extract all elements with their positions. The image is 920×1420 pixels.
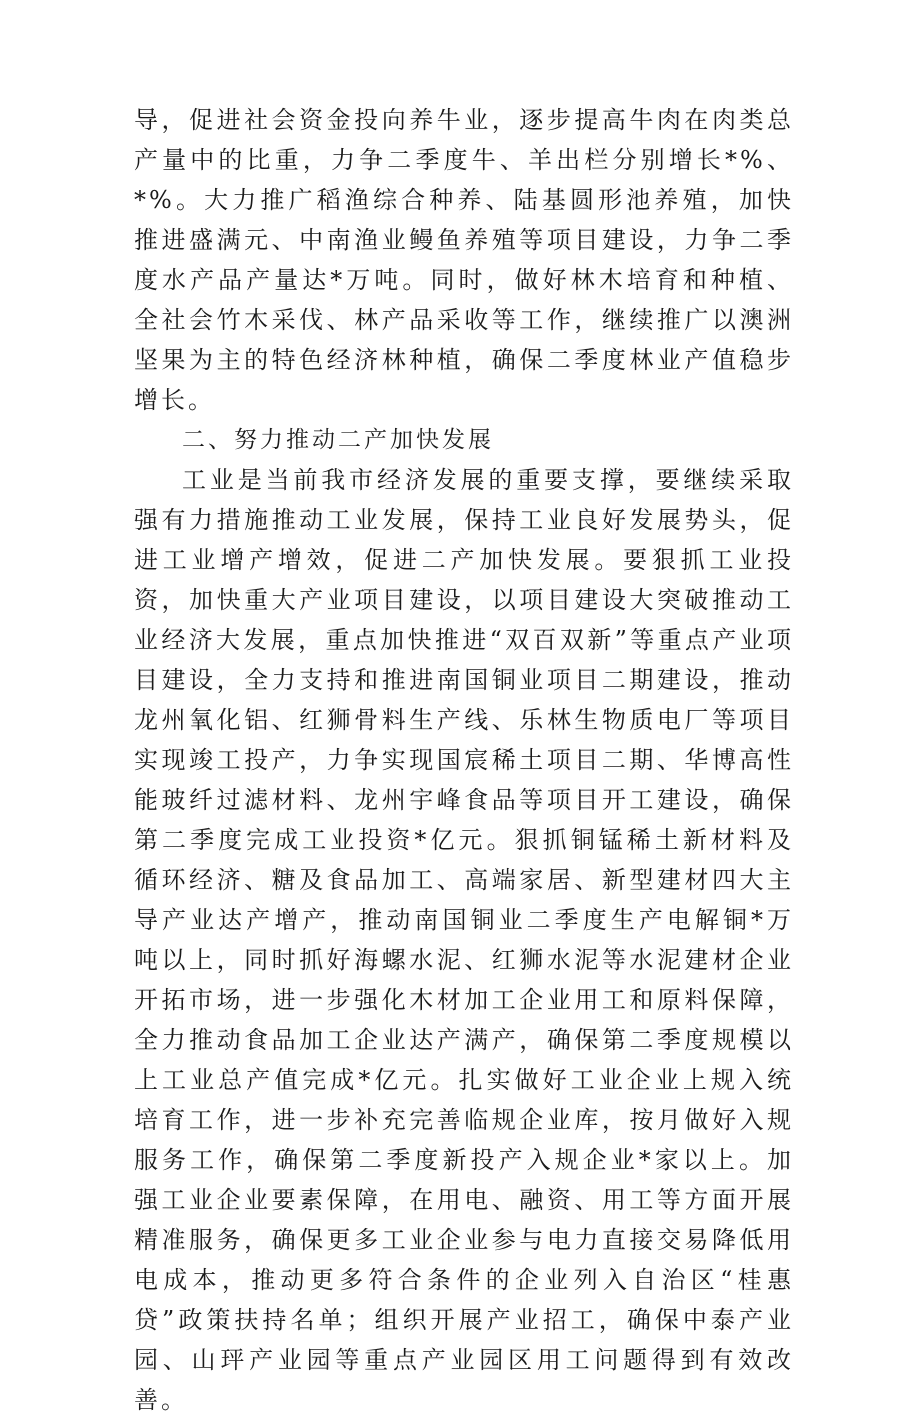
paragraph-industry-development: 工业是当前我市经济发展的重要支撑，要继续采取强有力措施推动工业发展，保持工业良好发展势头，促进工业增产增效，促进二产加快发展。要狠抓工业投资，加快重大产业项目建设，以项目建设大突破推动工业经济大发展，重点加快推进“双百双新”等重点产业项目建设，全力支持和推进南国铜业项目二期建设，推动龙州氧化铝、红狮骨料生产线、乐林生物质电厂等项目实现竣工投产，力争实现国宸稀土项目二期、华博高性能玻纤过滤材料、龙州宇峰食品等项目开工建设，确保第二季度完成工业投资*亿元。狠抓铜锰稀土新材料及循环经济、糖及食品加工、高端家居、新型建材四大主导产业达产增产，推动南国铜业二季度生产电解铜*万吨以上，同时抓好海螺水泥、红狮水泥等水泥建材企业开拓市场，进一步强化木材加工企业用工和原料保障，全力推动食品加工企业达产满产，确保第二季度规模以上工业总产值完成*亿元。扎实做好工业企业上规入统培育工作，进一步补充完善临规企业库，按月做好入规服务工作，确保第二季度新投产入规企业*家以上。加强工业企业要素保障，在用电、融资、用工等方面开展精准服务，确保更多工业企业参与电力直接交易降低用电成本，推动更多符合条件的企业列入自治区“桂惠贷”政策扶持名单；组织开展产业招工，确保中泰产业园、山玶产业园等重点产业园区用工问题得到有效改善。 xyxy=(134,466,794,1414)
paragraph-livestock-forestry: 导，促进社会资金投向养牛业，逐步提高牛肉在肉类总产量中的比重，力争二季度牛、羊出栏分别增长*%、*%。大力推广稻渔综合种养、陆基圆形池养殖，加快推进盛满元、中南渔业鳗鱼养殖等项目建设，力争二季度水产品产量达*万吨。同时，做好林木培育和种植、全社会竹木采伐、林产品采收等工作，继续推广以澳洲坚果为主的特色经济林种植，确保二季度林业产值稳步增长。 xyxy=(134,106,794,414)
section-heading-secondary-industry: 二、努力推动二产加快发展 xyxy=(182,427,494,453)
document-body xyxy=(134,100,794,1420)
